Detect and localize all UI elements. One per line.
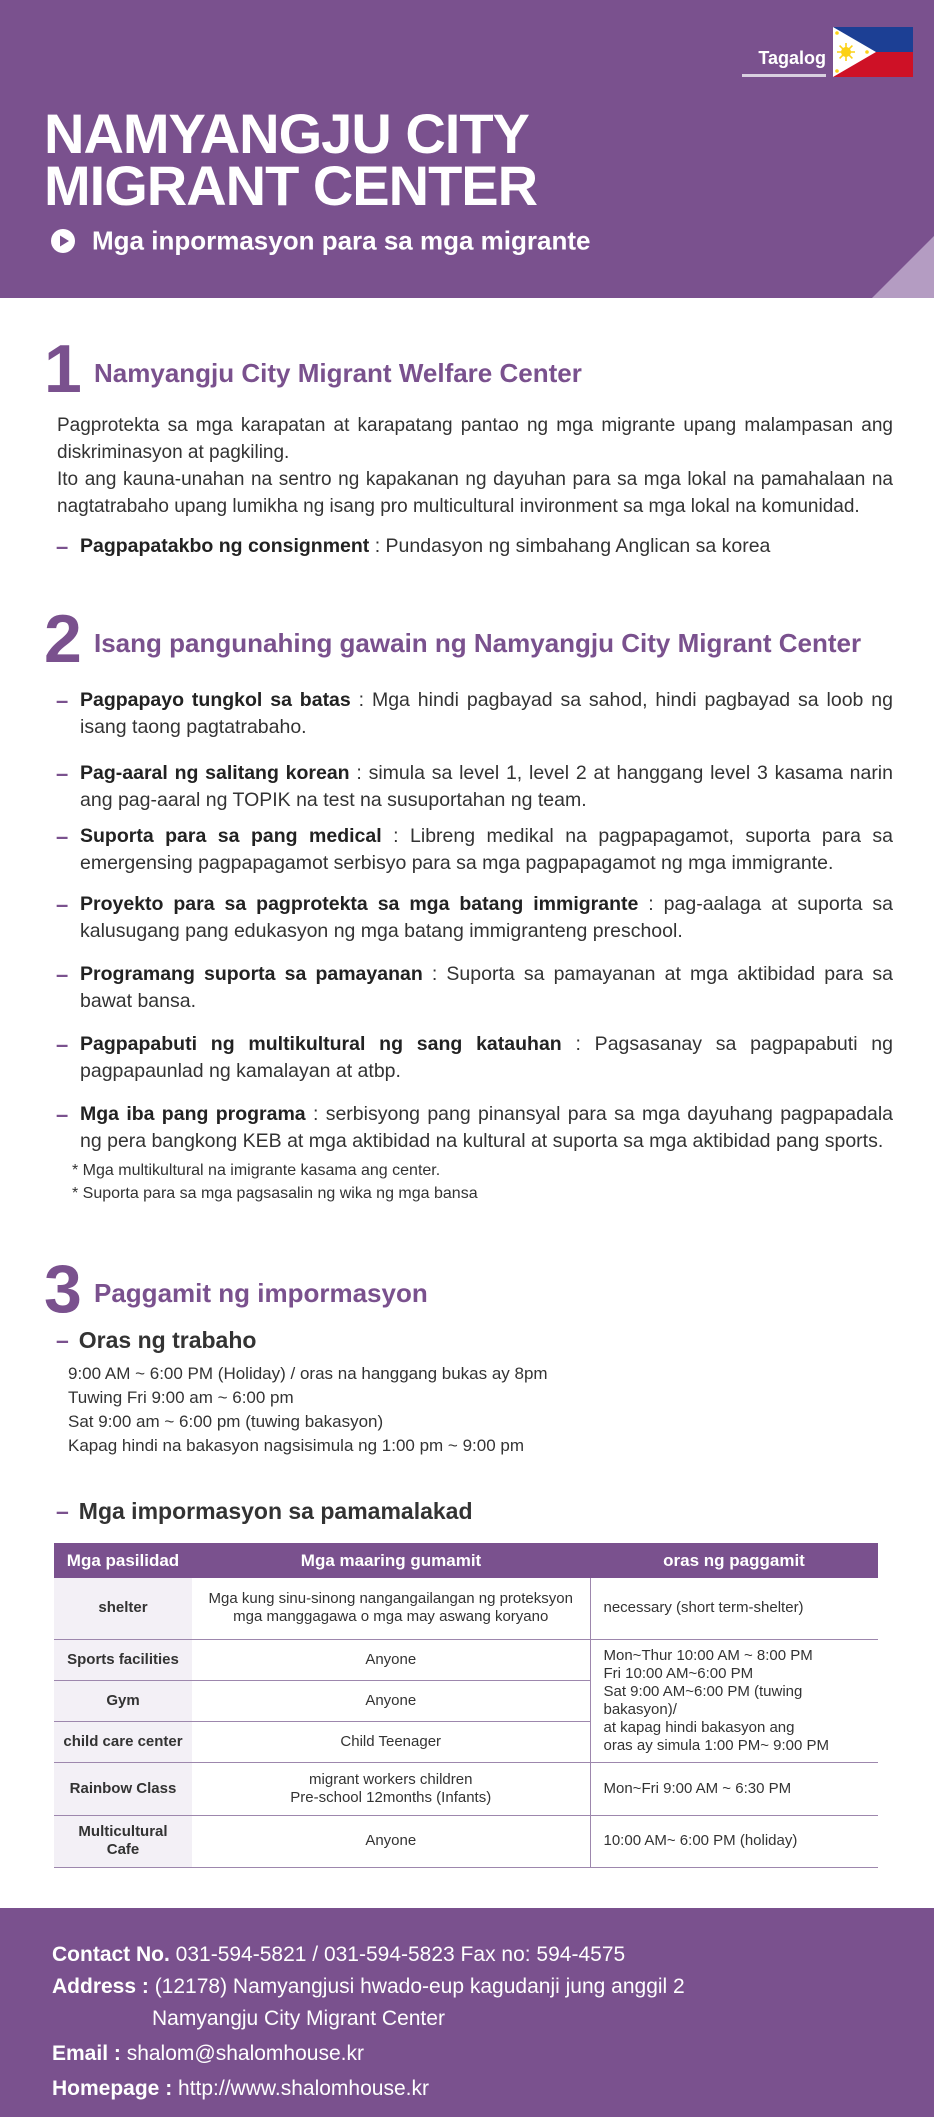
play-circle-icon <box>50 228 76 254</box>
facility-hours: Mon~Fri 9:00 AM ~ 6:30 PM <box>590 1762 878 1815</box>
dash-bullet: – <box>56 761 69 786</box>
consignment-item <box>56 533 893 560</box>
facilities-heading <box>56 1498 473 1525</box>
section-1-number: 1 <box>44 331 82 407</box>
section-3-title: Paggamit ng impormasyon <box>94 1278 428 1308</box>
facility-name: Rainbow Class <box>54 1762 192 1815</box>
dash-bullet: – <box>56 1032 69 1057</box>
facility-hours: Mon~Thur 10:00 AM ~ 8:00 PM Fri 10:00 AM~6:00 PM Sat 9:00 AM~6:00 PM (tuwing bakasyon)/ at kapag hindi bakasyon ang oras ay simula 1:00 PM~ 9:00 PM <box>590 1639 878 1762</box>
dash-bullet: – <box>56 1327 69 1353</box>
contact-line <box>52 1940 625 1970</box>
language-label[interactable]: Tagalog <box>758 48 826 68</box>
title-line-1: NAMYANGJU CITY <box>44 102 529 165</box>
dash-bullet: – <box>56 1498 69 1524</box>
header-banner <box>0 0 934 298</box>
activity-text: : serbisyong pang pinansyal para sa mga dayuhang pagpapadala ng pera bangkong KEB at mga aktibidad na kultural at suporta sa mga aktibidad pang sports. <box>80 1103 893 1152</box>
facilities-title: Mga impormasyon sa pamamalakad <box>78 1498 473 1524</box>
hours-list <box>68 1362 548 1458</box>
hours-title: Oras ng trabaho <box>78 1327 257 1353</box>
activity-text: : pag-aalaga at suporta sa kalusugang pang edukasyon ng mga batang immigranteng preschool. <box>80 893 893 942</box>
column-header: Mga maaring gumamit <box>192 1543 590 1578</box>
email-label: Email : <box>52 2042 121 2065</box>
email-line <box>52 2039 364 2069</box>
section-1-paragraph-1: Pagprotekta sa mga karapatan at karapatang pantao ng mga migrante upang malampasan ang diskriminasyon at pagkiling. <box>57 415 893 463</box>
activity-label: Pag-aaral ng salitang korean <box>80 762 350 784</box>
facility-name: Gym <box>54 1680 192 1721</box>
address-label: Address : <box>52 1975 149 1998</box>
activity-item <box>56 760 893 814</box>
facility-users: Anyone <box>192 1639 590 1680</box>
activity-text: : Suporta sa pamayanan at mga aktibidad para sa bawat bansa. <box>80 963 894 1012</box>
activity-item <box>56 1101 893 1155</box>
activity-item <box>56 891 893 945</box>
section-1-title: Namyangju City Migrant Welfare Center <box>94 358 582 388</box>
hours-line: 9:00 AM ~ 6:00 PM (Holiday) / oras na hanggang bukas ay 8pm <box>68 1364 548 1383</box>
table-row <box>54 1762 878 1815</box>
consignment-label: Pagpapatakbo ng consignment <box>80 535 370 557</box>
homepage-line <box>52 2074 429 2104</box>
activity-label: Pagpapabuti ng multikultural ng sang katauhan <box>80 1033 562 1055</box>
language-underline <box>742 74 826 77</box>
facility-name: Sports facilities <box>54 1639 192 1680</box>
section-2-note-2: * Suporta para sa mga pagsasalin ng wika ng mga bansa <box>72 1185 478 1202</box>
contact-footer <box>0 1908 934 2117</box>
facility-hours: 10:00 AM~ 6:00 PM (holiday) <box>590 1815 878 1867</box>
section-1-paragraph-2: Ito ang kauna-unahan na sentro ng kapakanan ng dayuhan para sa mga lokal na pamahalaan na nagtatrabaho upang lumikha ng isang pro multicultural invironment sa mga lokal na komunidad. <box>57 469 893 517</box>
page-title <box>44 102 538 217</box>
activity-label: Programang suporta sa pamayanan <box>80 963 423 985</box>
homepage-label: Homepage : <box>52 2077 173 2100</box>
activity-item <box>56 961 893 1015</box>
section-3-number: 3 <box>44 1251 82 1327</box>
facility-users: Child Teenager <box>192 1721 590 1762</box>
hours-line: Tuwing Fri 9:00 am ~ 6:00 pm <box>68 1388 294 1407</box>
facility-users: Anyone <box>192 1680 590 1721</box>
title-line-2: MIGRANT CENTER <box>44 154 538 217</box>
activity-text: : simula sa level 1, level 2 at hanggang level 3 kasama narin ang pag-aaral ng TOPIK na test na susuportahan ng team. <box>80 762 893 811</box>
facility-hours: necessary (short term-shelter) <box>590 1578 878 1639</box>
activity-item <box>56 1031 893 1085</box>
activity-text: : Libreng medikal na pagpapagamot, suporta para sa emergensing pagpapagamot serbisyo para sa mga pagpapagamot ng mga immigrante. <box>80 825 894 874</box>
activity-item <box>56 687 893 741</box>
column-header: oras ng paggamit <box>590 1543 878 1578</box>
page-subtitle <box>50 224 590 257</box>
dash-bullet: – <box>56 962 69 987</box>
dash-bullet: – <box>56 824 69 849</box>
contact-label: Contact No. <box>52 1943 170 1966</box>
facility-name: shelter <box>54 1578 192 1639</box>
subtitle-text: Mga inpormasyon para sa mga migrante <box>92 225 591 256</box>
facility-name: Multicultural Cafe <box>54 1815 192 1867</box>
dash-bullet: – <box>56 892 69 917</box>
consignment-text: : Pundasyon ng simbahang Anglican sa korea <box>369 535 771 557</box>
address-line <box>52 1972 685 2002</box>
facility-name: child care center <box>54 1721 192 1762</box>
section-1-paragraph <box>57 412 893 520</box>
dash-bullet: – <box>56 534 69 559</box>
section-2-number: 2 <box>44 601 82 677</box>
philippines-flag-icon <box>833 27 913 77</box>
hours-heading <box>56 1327 256 1354</box>
activity-label: Suporta para sa pang medical <box>80 825 382 847</box>
dash-bullet: – <box>56 1102 69 1127</box>
table-header-row <box>54 1543 878 1578</box>
activity-label: Proyekto para sa pagprotekta sa mga batang immigrante <box>80 893 639 915</box>
corner-decoration <box>872 236 934 298</box>
hours-line: Sat 9:00 am ~ 6:00 pm (tuwing bakasyon) <box>68 1412 384 1431</box>
activity-text: : Mga hindi pagbayad sa sahod, hindi pagbayad sa loob ng isang taong pagtatrabaho. <box>80 689 893 738</box>
email-value[interactable]: shalom@shalomhouse.kr <box>120 2042 364 2065</box>
activity-label: Mga iba pang programa <box>80 1103 306 1125</box>
table-row <box>54 1639 878 1680</box>
contact-value: 031-594-5821 / 031-594-5823 Fax no: 594-4575 <box>169 1943 626 1966</box>
hours-line: Kapag hindi na bakasyon nagsisimula ng 1:00 pm ~ 9:00 pm <box>68 1436 524 1455</box>
activity-item <box>56 823 893 877</box>
dash-bullet: – <box>56 688 69 713</box>
activity-label: Pagpapayo tungkol sa batas <box>80 689 351 711</box>
table-row <box>54 1815 878 1867</box>
activity-text: : Pagsasanay sa pagpapabuti ng pagpapaunlad ng kamalayan at atbp. <box>80 1033 893 1082</box>
facility-users: Mga kung sinu-sinong nangangailangan ng proteksyon mga manggagawa o mga may aswang koryano <box>192 1578 590 1639</box>
address-line-2: Namyangju City Migrant Center <box>152 2007 445 2030</box>
section-2-note-1: * Mga multikultural na imigrante kasama ang center. <box>72 1162 441 1179</box>
column-header: Mga pasilidad <box>54 1543 192 1578</box>
facility-users: migrant workers children Pre-school 12months (Infants) <box>192 1762 590 1815</box>
table-row <box>54 1578 878 1639</box>
section-2-title: Isang pangunahing gawain ng Namyangju City Migrant Center <box>94 628 862 658</box>
facility-users: Anyone <box>192 1815 590 1867</box>
address-value: (12178) Namyangjusi hwado-eup kagudanji jung anggil 2 <box>148 1975 685 1998</box>
facilities-table <box>54 1543 878 1868</box>
homepage-link[interactable]: http://www.shalomhouse.kr <box>172 2077 429 2100</box>
